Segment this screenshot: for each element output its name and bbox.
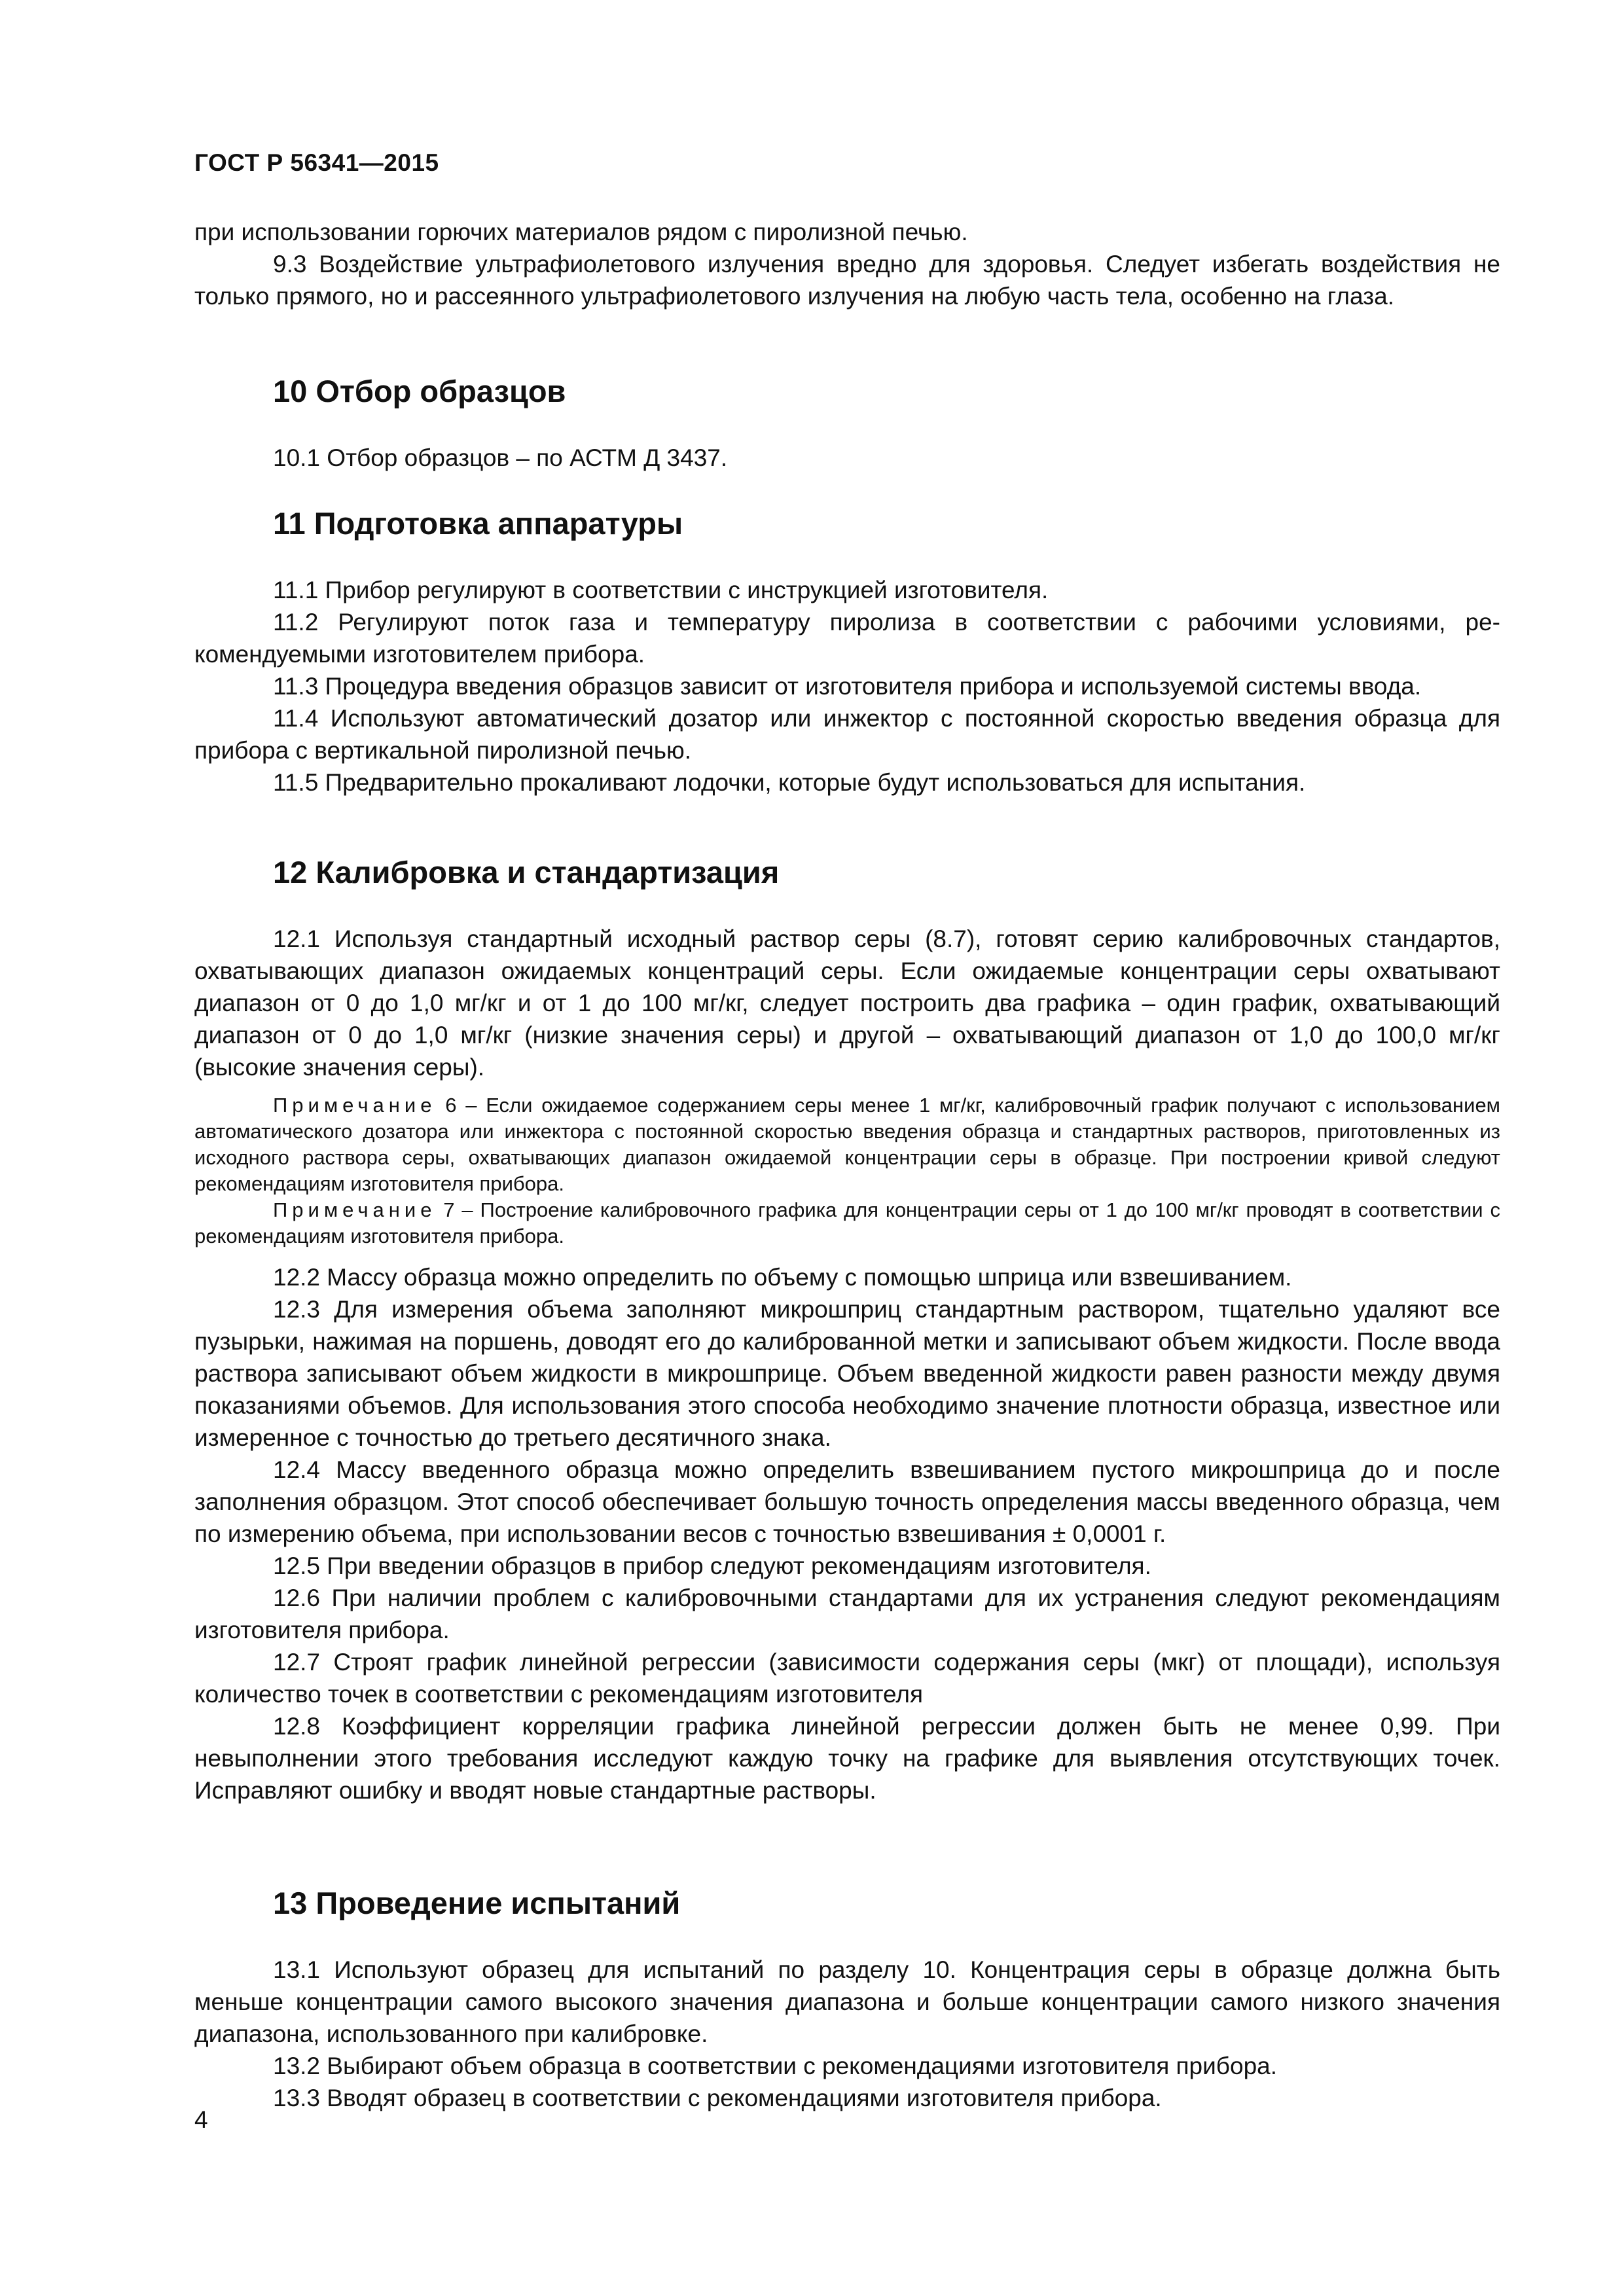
paragraph-13-1: 13.1 Используют образец для испытаний по разделу 10. Концентрация серы в образце должна быть меньше концентрации самого высокого значения диапазона и больше концентрации самого низкого значения диапазона, использованного при калибровке. xyxy=(194,1956,1500,2047)
section-11-title: 11 Подготовка аппаратуры xyxy=(273,506,683,541)
paragraph-11-1: 11.1 Прибор регулируют в соответствии с инструкцией изготовителя. xyxy=(273,577,1049,603)
note-6 xyxy=(194,1092,1500,1197)
section-12-title: 12 Калибровка и стандартизация xyxy=(273,855,780,889)
note-7-text: 7 – Построение калибровочного графика для концентрации серы от 1 до 100 мг/кг проводят в соответствии с рекомендациям изготовителя прибора. xyxy=(194,1198,1500,1247)
section-10-body xyxy=(194,442,1500,474)
paragraph-9-3: 9.3 Воздействие ультрафиолетового излучения вредно для здоровья. Следует избегать воздействия не только прямого, но и рассеянного ультрафиолетового излучения на любую часть тела, особенно на глаза. xyxy=(194,251,1500,310)
paragraph-11-2: 11.2 Регулируют поток газа и температуру пиролиза в соответствии с рабочими условиями, рекомендуемыми изготовителем прибора. xyxy=(194,609,1500,668)
note-6-text: 6 – Если ожидаемое содержанием серы менее 1 мг/кг, калибровочный график получают с использованием автоматического дозатора или инжектора с постоянной скоростью введения образца и стандартных растворов, приготовленных из исходного раствора серы, охватывающих диапазон ожидаемой концентрации серы в образце. При построении кривой следуют рекомендациям изготовителя прибора. xyxy=(194,1094,1500,1195)
paragraph-12-7: 12.7 Строят график линейной регрессии (зависимости содержания серы (мкг) от площади), используя количество точек в соответствии с рекомендациям изготовителя xyxy=(194,1649,1500,1708)
section-13-title: 13 Проведение испытаний xyxy=(273,1886,681,1920)
paragraph-11-3: 11.3 Процедура введения образцов зависит от изготовителя прибора и используемой системы ввода. xyxy=(273,673,1422,700)
paragraph-continuation: при использовании горючих материалов рядом с пиролизной печью. xyxy=(194,219,968,245)
page-number: 4 xyxy=(194,2106,208,2133)
paragraph-11-4: 11.4 Используют автоматический дозатор или инжектор с постоянной скоростью введения образца для прибора с вертикальной пиролизной печью. xyxy=(194,705,1500,764)
paragraph-13-3: 13.3 Вводят образец в соответствии с рекомендациями изготовителя прибора. xyxy=(273,2085,1162,2111)
section-12-body xyxy=(194,923,1500,1806)
paragraph-12-6: 12.6 При наличии проблем с калибровочными стандартами для их устранения следуют рекомендациям изготовителя прибора. xyxy=(194,1585,1500,1643)
note-7 xyxy=(194,1197,1500,1249)
paragraph-12-5: 12.5 При введении образцов в прибор следуют рекомендациям изготовителя. xyxy=(273,1552,1151,1579)
note-6-label: Примечание xyxy=(273,1094,437,1117)
section-11-body xyxy=(194,574,1500,798)
note-7-label: Примечание xyxy=(273,1198,437,1221)
paragraph-13-2: 13.2 Выбирают объем образца в соответствии с рекомендациями изготовителя прибора. xyxy=(273,2053,1278,2079)
intro-block xyxy=(194,216,1500,312)
paragraph-10-1: 10.1 Отбор образцов – по АСТМ Д 3437. xyxy=(273,444,728,471)
paragraph-12-4: 12.4 Массу введенного образца можно определить взвешиванием пустого микрошприца до и после заполнения образцом. Этот способ обеспечивает большую точность определения массы введенного образца, чем по измерению объема, при использовании весов с точностью взвешивания ± 0,0001 г. xyxy=(194,1456,1500,1547)
paragraph-12-8: 12.8 Коэффициент корреляции графика линейной регрессии должен быть не менее 0,99. При невыполнении этого требования исследуют каждую точку на графике для выявления отсутствующих точек. Исправляют ошибку и вводят новые стандартные растворы. xyxy=(194,1713,1500,1804)
paragraph-12-3: 12.3 Для измерения объема заполняют микрошприц стандартным раствором, тщательно удаляют все пузырьки, нажимая на поршень, доводят его до калиброванной метки и записывают объем жидкости. После ввода раствора записывают объем жидкости в микрошприце. Объем введенной жидкости равен разности между двумя показаниями объемов. Для использования этого способа необходимо значение плотности образца, известное или измеренное с точностью до третьего десятичного знака. xyxy=(194,1296,1500,1451)
paragraph-11-5: 11.5 Предварительно прокаливают лодочки, которые будут использоваться для испытания. xyxy=(273,769,1306,796)
section-13-body xyxy=(194,1954,1500,2114)
paragraph-12-1: 12.1 Используя стандартный исходный раствор серы (8.7), готовят серию калибровочных стандартов, охватывающих диапазон ожидаемых концентраций серы. Если ожидаемые концентрации серы охватывают диапазон от 0 до 1,0 мг/кг и от 1 до 100 мг/кг, следует построить два графика – один график, охватывающий диапазон от 0 до 1,0 мг/кг (низкие значения серы) и другой – охватывающий диапазон от 1,0 до 100,0 мг/кг (высокие значения серы). xyxy=(194,925,1500,1081)
section-10-title: 10 Отбор образцов xyxy=(273,374,566,408)
document-header: ГОСТ Р 56341—2015 xyxy=(194,149,439,176)
paragraph-12-2: 12.2 Массу образца можно определить по объему с помощью шприца или взвешиванием. xyxy=(273,1264,1292,1291)
